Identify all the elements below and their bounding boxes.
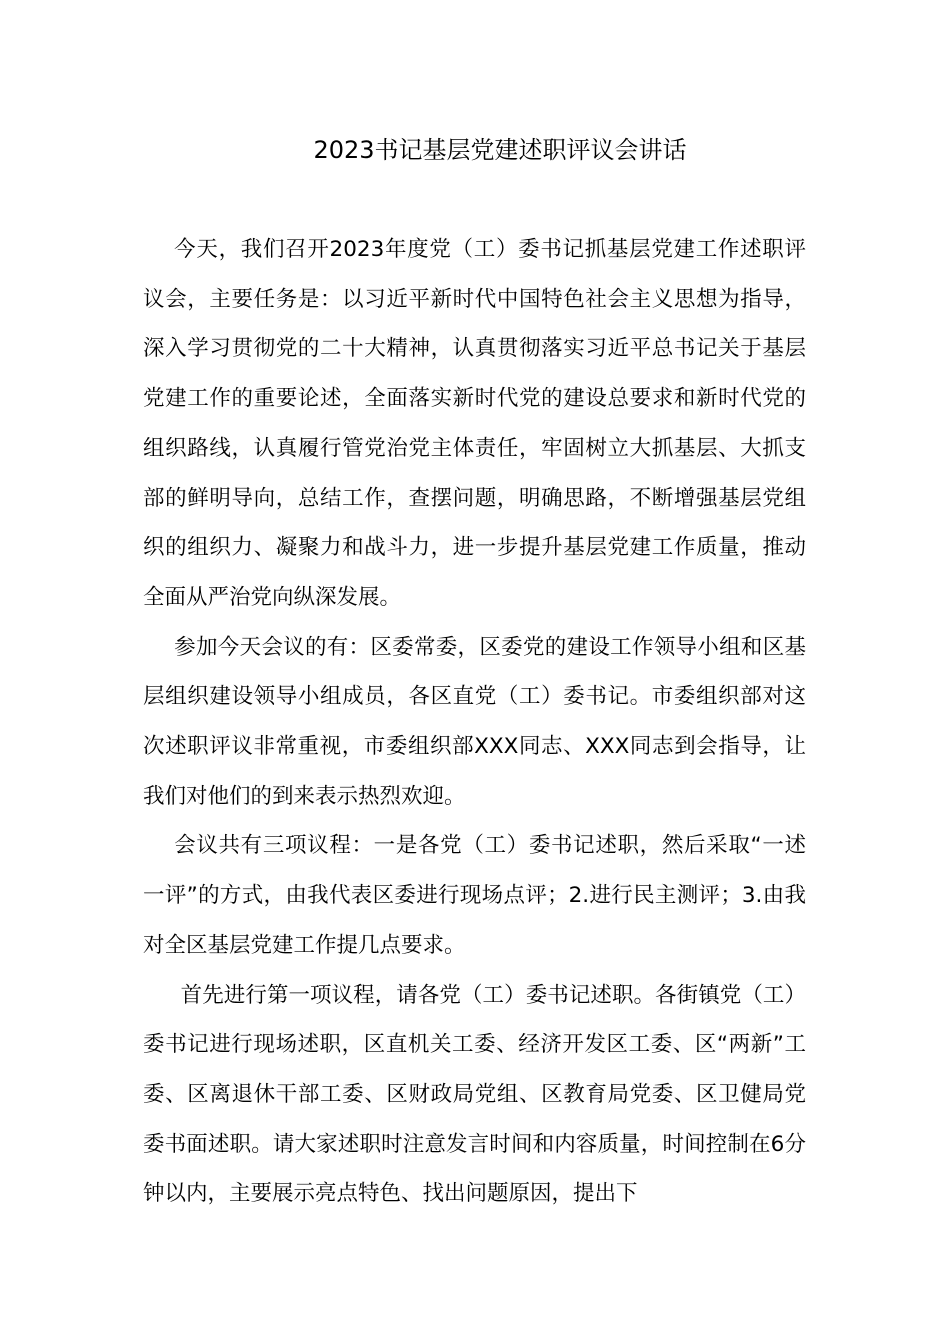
paragraph-first-item: 首先进行第一项议程，请各党（工）委书记述职。各街镇党（工）委书记进行现场述职，区直机关工委、经济开发区工委、区“两新”工委、区离退休干部工委、区财政局党组、区教育局党委、区卫健局党委书面述职。请大家述职时注意发言时间和内容质量，时间控制在6分钟以内，主要展示亮点特色、找出问题原因，提出下 <box>143 982 806 1207</box>
paragraph-opening: 今天，我们召开2023年度党（工）委书记抓基层党建工作述职评议会，主要任务是：以习近平新时代中国特色社会主义思想为指导，深入学习贯彻党的二十大精神，认真贯彻落实习近平总书记关于基层党建工作的重要论述，全面落实新时代党的建设总要求和新时代党的组织路线，认真履行管党治党主体责任，牢固树立大抓基层、大抓支部的鲜明导向，总结工作，查摆问题，明确思路，不断增强基层党组织的组织力、凝聚力和战斗力，进一步提升基层党建工作质量，推动全面从严治党向纵深发展。 <box>143 237 806 610</box>
document-body <box>143 225 806 1219</box>
document-title: 2023书记基层党建述职评议会讲话 <box>313 136 687 164</box>
paragraph-attendees: 参加今天会议的有：区委常委，区委党的建设工作领导小组和区基层组织建设领导小组成员，各区直党（工）委书记。市委组织部对这次述职评议非常重视，市委组织部XXX同志、XXX同志到会指导，让我们对他们的到来表示热烈欢迎。 <box>143 634 806 809</box>
paragraph-agenda: 会议共有三项议程：一是各党（工）委书记述职，然后采取“一述一评”的方式，由我代表区委进行现场点评；2.进行民主测评；3.由我对全区基层党建工作提几点要求。 <box>143 833 806 958</box>
